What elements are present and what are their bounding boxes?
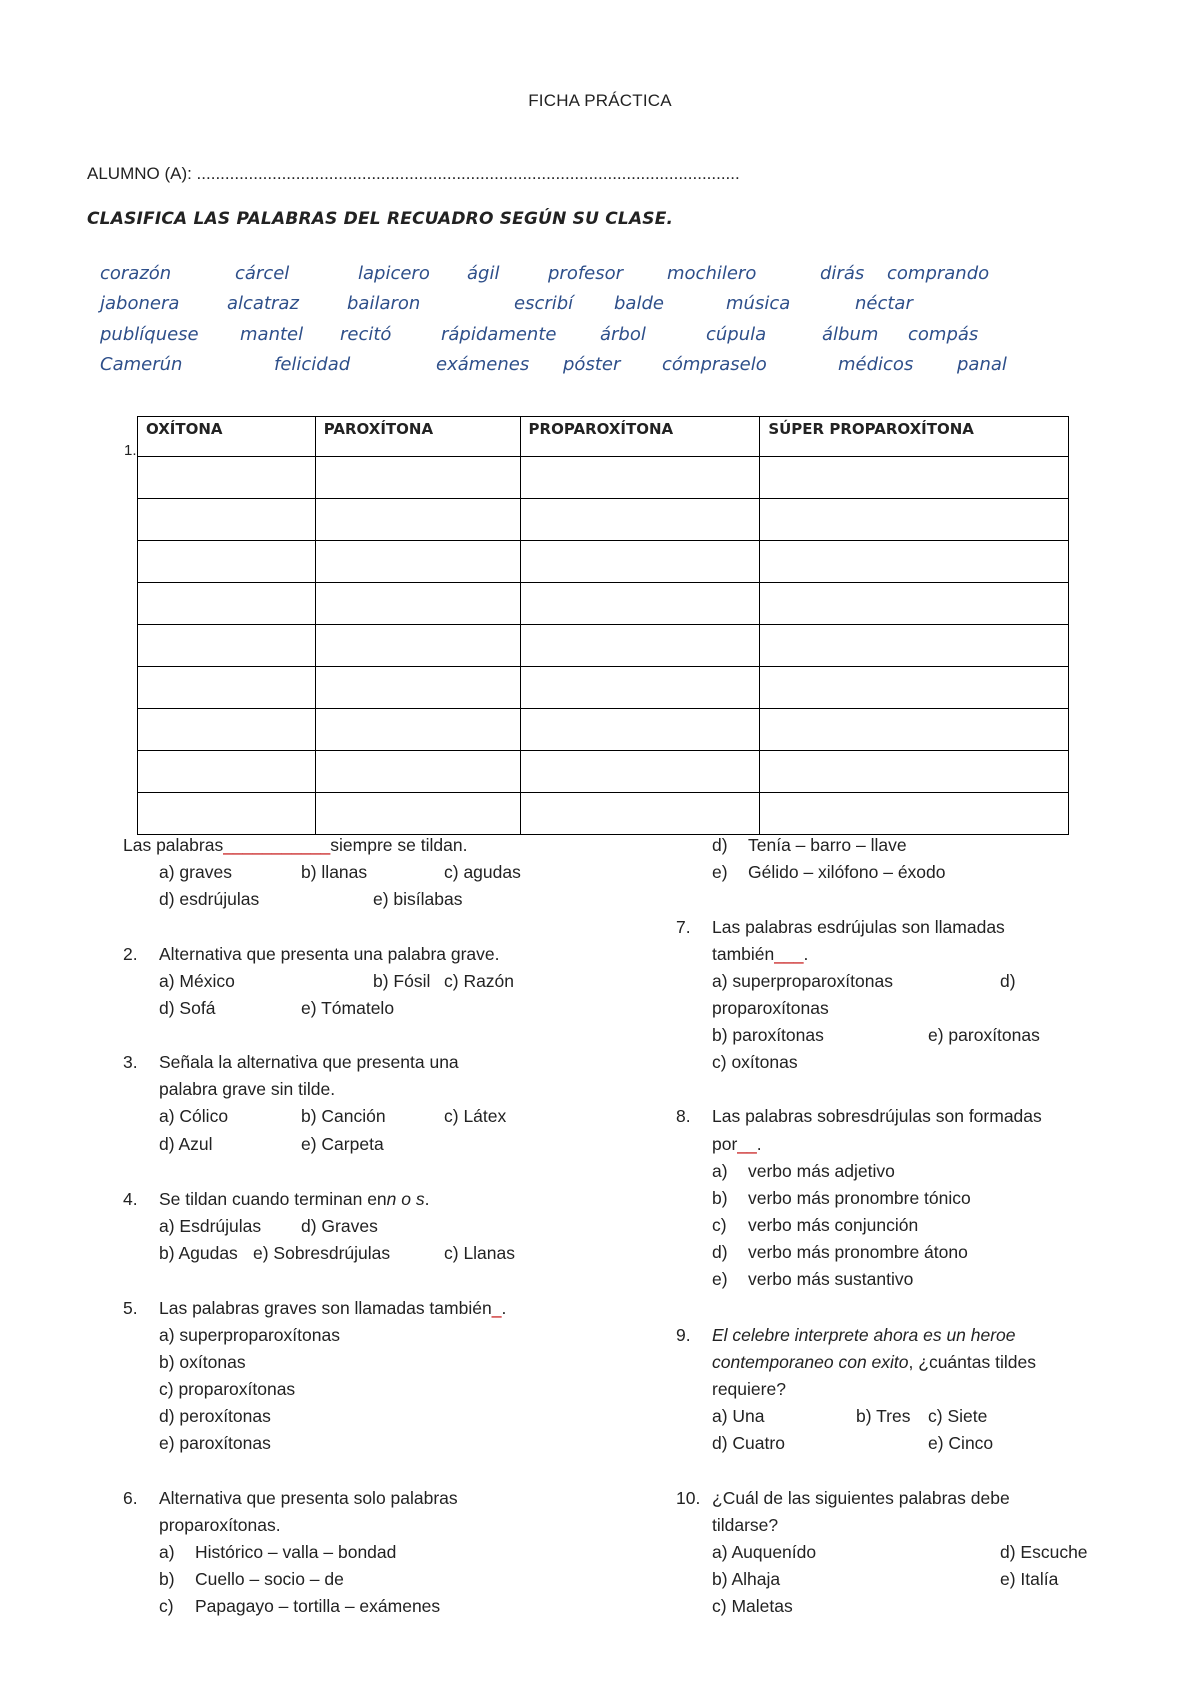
table-row [138,667,1069,709]
table-row [138,793,1069,835]
word: comprando [887,263,990,284]
option: c) agudas [444,862,521,882]
option: Histórico – valla – bondad [195,1542,397,1562]
option: e) Carpeta [301,1134,384,1154]
word: felicidad [274,354,351,375]
answer-cell[interactable] [315,751,520,793]
exercise-number: 1. [124,442,137,459]
question-number: 9. [676,1325,691,1345]
question-text: Alternativa que presenta solo palabras [159,1488,458,1508]
question-text: Las palabras graves son llamadas también_. [159,1298,507,1318]
word: Camerún [100,354,183,375]
option-letter: d) [712,835,728,855]
option: Gélido – xilófono – éxodo [748,862,946,882]
answer-cell[interactable] [520,667,760,709]
answer-cell[interactable] [138,625,316,667]
option: a) graves [159,862,232,882]
question-text: El celebre interprete ahora es un heroe [712,1325,1016,1345]
answer-cell[interactable] [138,583,316,625]
answer-cell[interactable] [315,793,520,835]
option: e) Cinco [928,1433,994,1453]
option: verbo más sustantivo [748,1269,914,1289]
answer-cell[interactable] [315,625,520,667]
question-text: tildarse? [712,1515,779,1535]
option: a) superproparoxítonas [159,1325,340,1345]
option: verbo más pronombre átono [748,1242,968,1262]
answer-cell[interactable] [520,541,760,583]
option: a) Cólico [159,1106,229,1126]
word: jabonera [100,293,180,314]
option: c) Maletas [712,1596,793,1616]
word: profesor [548,263,624,284]
classification-table [137,416,1069,835]
option: c) oxítonas [712,1052,798,1072]
question-text: Se tildan cuando terminan enn o s. [159,1189,430,1209]
option: d) Sofá [159,998,216,1018]
option: e) Tómatelo [301,998,395,1018]
question-text: Las palabras sobresdrújulas son formadas [712,1106,1042,1126]
answer-cell[interactable] [315,541,520,583]
option-letter: a) [712,1161,728,1181]
option: c) Siete [928,1406,988,1426]
option: b) Canción [301,1106,386,1126]
question-text: requiere? [712,1379,786,1399]
word: cúpula [706,324,767,345]
option: b) paroxítonas [712,1025,824,1045]
option: verbo más adjetivo [748,1161,895,1181]
word: balde [614,293,664,314]
answer-cell[interactable] [138,457,316,499]
student-name-line: ALUMNO (A): ................................................................................................................... [87,164,740,183]
question-number: 4. [123,1189,138,1209]
answer-cell[interactable] [520,625,760,667]
answer-cell[interactable] [520,583,760,625]
option: d) [1000,971,1016,991]
table-row [138,625,1069,667]
header-paroxitona: PAROXÍTONA [315,417,520,457]
question-text: también___. [712,944,809,964]
option: Tenía – barro – llave [748,835,907,855]
answer-cell[interactable] [760,541,1069,583]
header-proparoxitona: PROPAROXÍTONA [520,417,760,457]
word: ágil [467,263,500,284]
word: bailaron [347,293,421,314]
option: e) paroxítonas [159,1433,271,1453]
option-letter: e) [712,862,728,882]
option: d) Azul [159,1134,213,1154]
word: dirás [820,263,865,284]
option-letter: a) [159,1542,175,1562]
question-text: por__. [712,1134,762,1154]
answer-cell[interactable] [315,709,520,751]
header-super-proparoxitona: SÚPER PROPAROXÍTONA [760,417,1069,457]
option: b) Alhaja [712,1569,781,1589]
option: e) Sobresdrújulas [253,1243,391,1263]
option: a) Una [712,1406,765,1426]
answer-cell[interactable] [760,667,1069,709]
question-number: 8. [676,1106,691,1126]
question-number: 7. [676,917,691,937]
option: a) Esdrújulas [159,1216,262,1236]
question-text: Alternativa que presenta una palabra grave. [159,944,500,964]
option: d) Escuche [1000,1542,1088,1562]
option: b) oxítonas [159,1352,246,1372]
option: d) Cuatro [712,1433,785,1453]
question-number: 2. [123,944,138,964]
word: recitó [340,324,392,345]
option: d) Graves [301,1216,378,1236]
answer-cell[interactable] [315,499,520,541]
word: música [726,293,791,314]
answer-cell[interactable] [520,751,760,793]
question-text: contemporaneo con exito, ¿cuántas tildes [712,1352,1036,1372]
question-number: 10. [676,1488,701,1508]
answer-cell[interactable] [138,709,316,751]
answer-cell[interactable] [760,457,1069,499]
question-number: 3. [123,1052,138,1072]
word: panal [957,354,1007,375]
page-title: FICHA PRÁCTICA [528,91,672,110]
instruction: CLASIFICA LAS PALABRAS DEL RECUADRO SEGÚN SU CLASE. [87,209,674,229]
option: e) Italía [1000,1569,1059,1589]
option: b) Agudas [159,1243,238,1263]
option: c) proparoxítonas [159,1379,296,1399]
option: a) Auquenído [712,1542,817,1562]
answer-cell[interactable] [760,499,1069,541]
word: escribí [514,293,574,314]
answer-cell[interactable] [760,709,1069,751]
word: álbum [822,324,879,345]
option: c) Llanas [444,1243,516,1263]
option: c) Látex [444,1106,507,1126]
word: alcatraz [227,293,299,314]
question-text: palabra grave sin tilde. [159,1079,336,1099]
word: médicos [838,354,914,375]
answer-cell[interactable] [520,499,760,541]
answer-cell[interactable] [138,751,316,793]
answer-cell[interactable] [138,499,316,541]
word: mochilero [667,263,757,284]
word: néctar [855,293,913,314]
question-number: 6. [123,1488,138,1508]
answer-cell[interactable] [315,457,520,499]
question-text: ¿Cuál de las siguientes palabras debe [712,1488,1010,1508]
option: e) bisílabas [373,889,463,909]
word: cómpraselo [662,354,767,375]
option-letter: b) [159,1569,175,1589]
option-letter: d) [712,1242,728,1262]
answer-cell[interactable] [760,751,1069,793]
table-row [138,457,1069,499]
option: c) Razón [444,971,515,991]
option: Cuello – socio – de [195,1569,344,1589]
option-letter: e) [712,1269,728,1289]
question-text: proparoxítonas. [159,1515,281,1535]
question-text: Las palabras___________siempre se tildan. [123,835,468,855]
option: a) superproparoxítonas [712,971,893,991]
answer-cell[interactable] [138,793,316,835]
word: mantel [240,324,304,345]
answer-cell[interactable] [138,541,316,583]
word: compás [908,324,979,345]
word: cárcel [235,263,290,284]
table-row [138,751,1069,793]
option-letter: c) [712,1215,727,1235]
answer-cell[interactable] [760,583,1069,625]
word: rápidamente [441,324,557,345]
answer-cell[interactable] [520,793,760,835]
question-text: Señala la alternativa que presenta una [159,1052,459,1072]
answer-cell[interactable] [760,625,1069,667]
option: verbo más pronombre tónico [748,1188,971,1208]
answer-cell[interactable] [520,709,760,751]
answer-cell[interactable] [315,583,520,625]
option: a) México [159,971,235,991]
answer-cell[interactable] [138,667,316,709]
question-number: 5. [123,1298,138,1318]
header-oxitona: OXÍTONA [138,417,316,457]
answer-cell[interactable] [760,793,1069,835]
table-row [138,541,1069,583]
answer-cell[interactable] [520,457,760,499]
answer-cell[interactable] [315,667,520,709]
option: b) Tres [856,1406,911,1426]
option: Papagayo – tortilla – exámenes [195,1596,441,1616]
table-row [138,709,1069,751]
word: corazón [100,263,172,284]
option-letter: b) [712,1188,728,1208]
word: póster [563,354,621,375]
option: d) esdrújulas [159,889,260,909]
option: proparoxítonas [712,998,829,1018]
option: verbo más conjunción [748,1215,919,1235]
word: árbol [600,324,646,345]
table-row [138,499,1069,541]
option: e) paroxítonas [928,1025,1040,1045]
option: d) peroxítonas [159,1406,271,1426]
option-letter: c) [159,1596,174,1616]
word: exámenes [436,354,530,375]
word: publíquese [100,324,199,345]
word: lapicero [358,263,430,284]
option: b) llanas [301,862,368,882]
question-text: Las palabras esdrújulas son llamadas [712,917,1005,937]
option: b) Fósil [373,971,431,991]
table-row [138,583,1069,625]
